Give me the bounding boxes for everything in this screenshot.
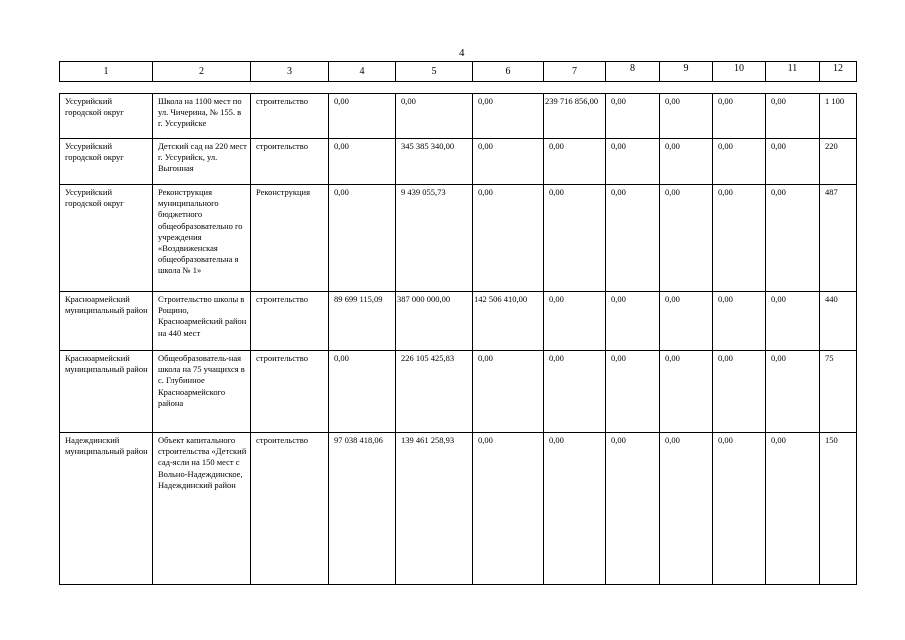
col7-cell: 239 716 856,00	[544, 94, 606, 139]
col12-cell: 150	[820, 433, 857, 585]
col7-cell: 0,00	[544, 351, 606, 433]
object-cell: Школа на 1100 мест по ул. Чичерина, № 155. в г. Уссурийске	[153, 94, 251, 139]
col4-cell: 0,00	[329, 139, 396, 185]
col11-cell: 0,00	[766, 139, 820, 185]
col9-cell: 0,00	[660, 94, 713, 139]
header-col-7: 7	[544, 62, 606, 82]
col10-cell: 0,00	[713, 292, 766, 351]
col6-cell: 142 506 410,00	[473, 292, 544, 351]
header-col-10: 10	[713, 62, 766, 82]
col7-cell: 0,00	[544, 433, 606, 585]
col6-cell: 0,00	[473, 139, 544, 185]
col8-cell: 0,00	[606, 433, 660, 585]
work-type-cell: строительство	[251, 139, 329, 185]
work-type-cell: строительство	[251, 292, 329, 351]
table-row	[60, 94, 857, 139]
object-cell: Строительство школы в Рощино, Красноармейский район на 440 мест	[153, 292, 251, 351]
col10-cell: 0,00	[713, 94, 766, 139]
district-cell: Уссурийский городской округ	[60, 185, 153, 292]
col6-cell: 0,00	[473, 185, 544, 292]
col12-cell: 220	[820, 139, 857, 185]
col5-cell: 387 000 000,00	[396, 292, 473, 351]
col7-cell: 0,00	[544, 139, 606, 185]
col11-cell: 0,00	[766, 94, 820, 139]
col11-cell: 0,00	[766, 292, 820, 351]
col9-cell: 0,00	[660, 292, 713, 351]
col8-cell: 0,00	[606, 94, 660, 139]
header-col-3: 3	[251, 62, 329, 82]
col4-cell: 0,00	[329, 185, 396, 292]
col9-cell: 0,00	[660, 433, 713, 585]
header-col-5: 5	[396, 62, 473, 82]
capital-construction-table	[59, 93, 857, 585]
table-row	[60, 351, 857, 433]
district-cell: Уссурийский городской округ	[60, 94, 153, 139]
col12-cell: 1 100	[820, 94, 857, 139]
col6-cell: 0,00	[473, 94, 544, 139]
header-col-11: 11	[766, 62, 820, 82]
work-type-cell: Реконструкция	[251, 185, 329, 292]
object-cell: Общеобразователь-ная школа на 75 учащихся в с. Глубинное Красноармейского района	[153, 351, 251, 433]
col10-cell: 0,00	[713, 185, 766, 292]
table-row	[60, 433, 857, 585]
district-cell: Надеждинский муниципальный район	[60, 433, 153, 585]
header-col-12: 12	[820, 62, 857, 82]
col10-cell: 0,00	[713, 433, 766, 585]
header-col-9: 9	[660, 62, 713, 82]
col5-cell: 139 461 258,93	[396, 433, 473, 585]
col5-cell: 0,00	[396, 94, 473, 139]
col8-cell: 0,00	[606, 185, 660, 292]
col9-cell: 0,00	[660, 185, 713, 292]
header-col-2: 2	[153, 62, 251, 82]
col5-cell: 345 385 340,00	[396, 139, 473, 185]
object-cell: Реконструкция муниципального бюджетного общеобразовательно го учреждения «Воздвиженская общеобразовательна я школа № 1»	[153, 185, 251, 292]
col4-cell: 0,00	[329, 351, 396, 433]
col11-cell: 0,00	[766, 433, 820, 585]
col4-cell: 89 699 115,09	[329, 292, 396, 351]
col7-cell: 0,00	[544, 185, 606, 292]
col9-cell: 0,00	[660, 351, 713, 433]
table-row	[60, 185, 857, 292]
table-row	[60, 292, 857, 351]
work-type-cell: строительство	[251, 94, 329, 139]
col9-cell: 0,00	[660, 139, 713, 185]
col10-cell: 0,00	[713, 139, 766, 185]
header-col-8: 8	[606, 62, 660, 82]
header-col-6: 6	[473, 62, 544, 82]
col5-cell: 9 439 055,73	[396, 185, 473, 292]
col12-cell: 487	[820, 185, 857, 292]
col6-cell: 0,00	[473, 351, 544, 433]
col8-cell: 0,00	[606, 139, 660, 185]
col11-cell: 0,00	[766, 351, 820, 433]
header-col-4: 4	[329, 62, 396, 82]
col5-cell: 226 105 425,83	[396, 351, 473, 433]
work-type-cell: строительство	[251, 433, 329, 585]
col12-cell: 75	[820, 351, 857, 433]
column-number-header	[59, 61, 857, 82]
page-number: 4	[459, 47, 465, 59]
district-cell: Красноармейский муниципальный район	[60, 351, 153, 433]
table-row	[60, 139, 857, 185]
object-cell: Объект капитального строительства «Детский сад-ясли на 150 мест с Вольно-Надеждинское, Надеждинский район	[153, 433, 251, 585]
district-cell: Уссурийский городской округ	[60, 139, 153, 185]
col7-cell: 0,00	[544, 292, 606, 351]
col10-cell: 0,00	[713, 351, 766, 433]
header-col-1: 1	[60, 62, 153, 82]
col6-cell: 0,00	[473, 433, 544, 585]
col4-cell: 97 038 418,06	[329, 433, 396, 585]
object-cell: Детский сад на 220 мест г. Уссурийск, ул. Выгонная	[153, 139, 251, 185]
col11-cell: 0,00	[766, 185, 820, 292]
col4-cell: 0,00	[329, 94, 396, 139]
col8-cell: 0,00	[606, 351, 660, 433]
col12-cell: 440	[820, 292, 857, 351]
col8-cell: 0,00	[606, 292, 660, 351]
work-type-cell: строительство	[251, 351, 329, 433]
district-cell: Красноармейский муниципальный район	[60, 292, 153, 351]
